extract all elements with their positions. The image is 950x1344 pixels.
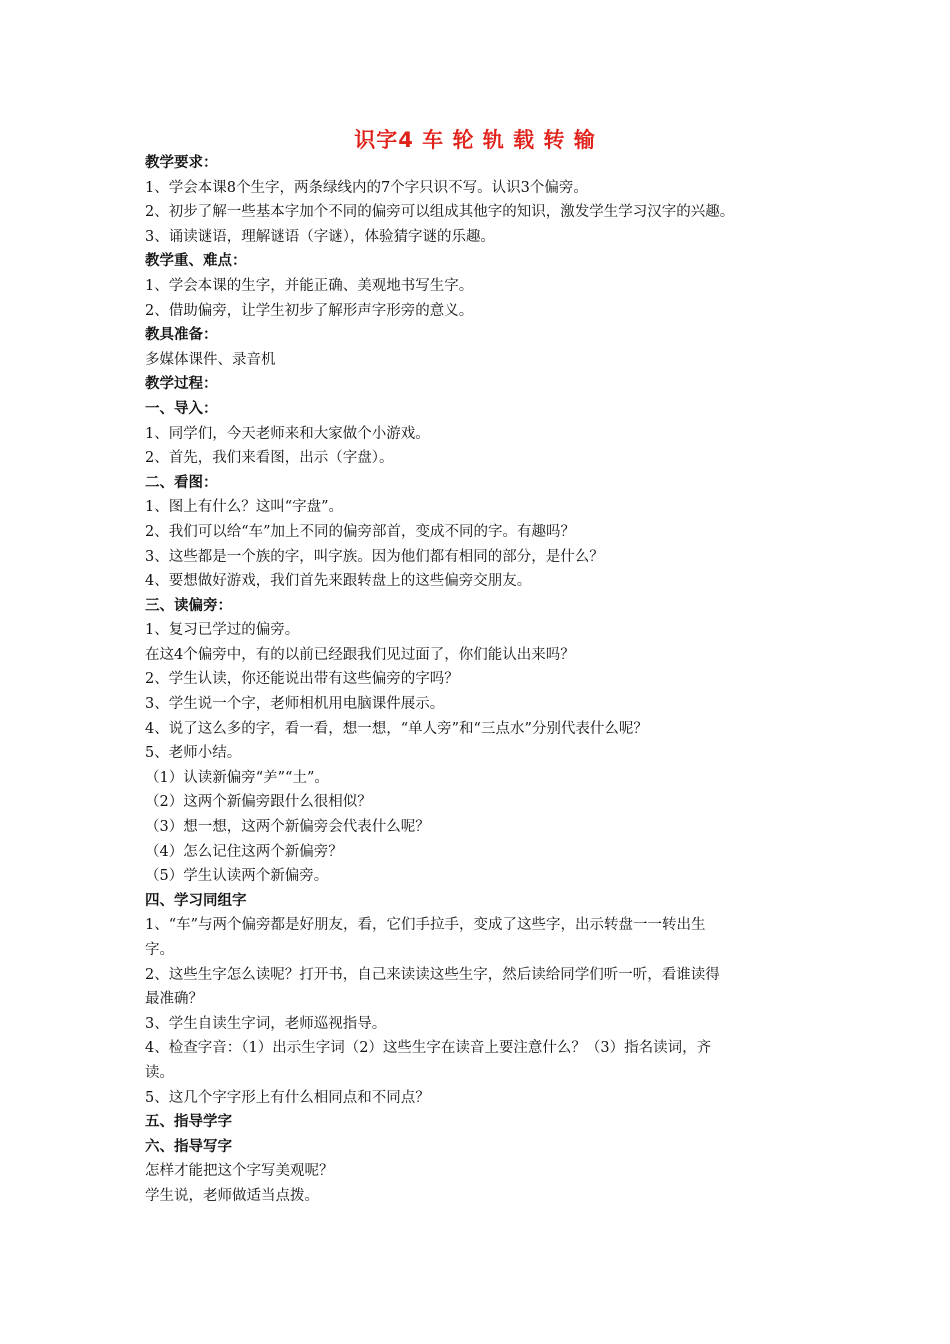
section-heading: 六、指导写字 xyxy=(145,1138,232,1155)
text-line: 1、学会本课的生字，并能正确、美观地书写生字。 xyxy=(145,277,474,294)
section-heading: 二、看图： xyxy=(145,474,218,491)
text-line: 4、检查字音：（1）出示生字词（2）这些生字在读音上要注意什么？（3）指名读词，齐 xyxy=(145,1040,712,1057)
text-line: （4）怎么记住这两个新偏旁？ xyxy=(145,843,343,860)
section-heading: 四、学习同组字 xyxy=(145,892,247,909)
text-line: 5、老师小结。 xyxy=(145,745,242,762)
text-line: 在这4个偏旁中，有的以前已经跟我们见过面了，你们能认出来吗？ xyxy=(145,646,575,663)
text-line: 5、这几个字字形上有什么相同点和不同点？ xyxy=(145,1089,430,1106)
text-line: 4、说了这么多的字，看一看，想一想，“单人旁”和“三点水”分别代表什么呢？ xyxy=(145,720,648,737)
section-heading: 教学重、难点： xyxy=(145,253,247,270)
section-heading: 三、读偏旁： xyxy=(145,597,232,614)
text-line: 3、诵读谜语，理解谜语（字谜），体验猜字谜的乐趣。 xyxy=(145,228,495,245)
text-line: 1、同学们，今天老师来和大家做个小游戏。 xyxy=(145,425,430,442)
text-line: 2、初步了解一些基本字加个不同的偏旁可以组成其他字的知识，激发学生学习汉字的兴趣。 xyxy=(145,204,735,221)
text-line: 4、要想做好游戏，我们首先来跟转盘上的这些偏旁交朋友。 xyxy=(145,573,532,590)
section-heading: 五、指导学字 xyxy=(145,1114,232,1131)
text-line: 1、图上有什么？这叫“字盘”。 xyxy=(145,499,344,516)
text-line: 学生说，老师做适当点拨。 xyxy=(145,1187,319,1204)
text-line: 2、这些生字怎么读呢？打开书，自己来读读这些生字，然后读给同学们听一听，看谁读得 xyxy=(145,966,720,983)
text-line: 读。 xyxy=(145,1064,174,1081)
text-line: 1、学会本课8个生字，两条绿线内的7个字只识不写。认识3个偏旁。 xyxy=(145,179,588,196)
text-line: （2）这两个新偏旁跟什么很相似？ xyxy=(145,794,372,811)
document-title: 识字4 车 轮 轨 载 转 输 xyxy=(354,128,596,152)
text-line: 字。 xyxy=(145,942,174,958)
text-line: 2、我们可以给“车”加上不同的偏旁部首，变成不同的字。有趣吗？ xyxy=(145,523,576,540)
text-line: （3）想一想，这两个新偏旁会代表什么呢？ xyxy=(145,819,430,836)
section-heading: 一、导入： xyxy=(145,400,218,417)
section-heading: 教学要求： xyxy=(145,155,218,171)
text-line: （1）认读新偏旁“⺶”“土”。 xyxy=(145,769,329,786)
text-line: 1、“车”与两个偏旁都是好朋友，看，它们手拉手，变成了这些字，出示转盘一一转出生 xyxy=(145,917,706,934)
text-line: 3、这些都是一个族的字，叫字族。因为他们都有相同的部分，是什么？ xyxy=(145,548,604,565)
text-line: 3、学生自读生字词，老师巡视指导。 xyxy=(145,1015,387,1032)
text-line: 2、借助偏旁，让学生初步了解形声字形旁的意义。 xyxy=(145,302,474,319)
text-line: 2、学生认读，你还能说出带有这些偏旁的字吗？ xyxy=(145,671,459,688)
section-heading: 教具准备： xyxy=(145,327,218,344)
text-line: （5）学生认读两个新偏旁。 xyxy=(145,868,329,885)
text-line: 2、首先，我们来看图，出示（字盘）。 xyxy=(145,450,394,467)
text-line: 怎样才能把这个字写美观呢？ xyxy=(145,1163,334,1180)
text-line: 最准确？ xyxy=(145,991,203,1008)
text-line: 1、复习已学过的偏旁。 xyxy=(145,622,300,639)
document-body xyxy=(145,151,815,1209)
text-line: 3、学生说一个字，老师相机用电脑课件展示。 xyxy=(145,696,445,713)
text-line: 多媒体课件、录音机 xyxy=(145,351,276,368)
section-heading: 教学过程： xyxy=(145,376,218,393)
